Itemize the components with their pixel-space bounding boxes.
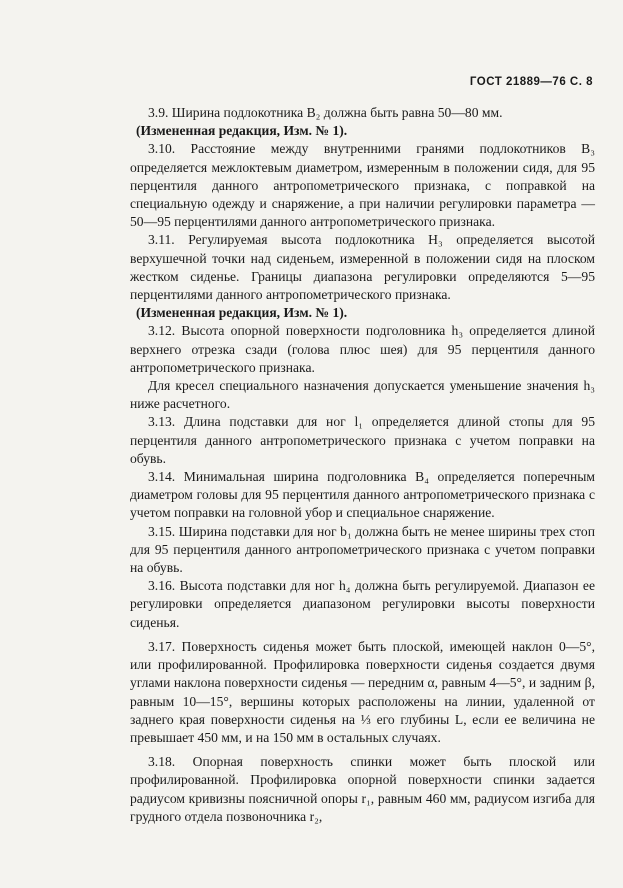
paragraph-3-9: 3.9. Ширина подлокотника B₂ должна быть равна 50—80 мм. bbox=[148, 105, 503, 120]
paragraph-3-10: 3.10. Расстояние между внутренними гранями подлокотников B₃ определяется межлоктевым диаметром, измеренным в положении сидя, для 95 перцентиля данного антропометрического признака, с поправкой на специальную одежду и снаряжение, а при наличии регулировки параметра — 50—95 перцентилями данного антропометрического признака. bbox=[130, 141, 595, 230]
page-header: ГОСТ 21889—76 С. 8 bbox=[469, 76, 593, 88]
document-body bbox=[130, 104, 595, 826]
paragraph-3-11: 3.11. Регулируемая высота подлокотника H₃ определяется высотой верхушечной точки над сиденьем, измеренной в положении сидя на плоском жестком сиденье. Границы диапазона регулировки определяются 5—95 перцентилями данного антропометрического признака. bbox=[130, 232, 595, 303]
paragraph-3-16: 3.16. Высота подставки для ног h₄ должна быть регулируемой. Диапазон ее регулировки определяется диапазоном регулировки высоты поверхности сиденья. bbox=[130, 578, 595, 630]
paragraph-3-17: 3.17. Поверхность сиденья может быть плоской, имеющей наклон 0—5°, или профилированной. Профилировка поверхности сиденья создается двумя углами наклона поверхности сиденья — передним α, равным 4—5°, и задним β, равным 10—15°, вершины которых расположены на линии, удаленной от заднего края поверхности сиденья на ⅓ его глубины L, если ее величина не превышает 450 мм, и на 150 мм в остальных случаях. bbox=[130, 638, 595, 745]
paragraph-3-15: 3.15. Ширина подставки для ног b₁ должна быть не менее ширины трех стоп для 95 перцентиля данного антропометрического признака с учетом поправки на обувь. bbox=[130, 523, 595, 576]
edition-note: (Измененная редакция, Изм. № 1). bbox=[136, 305, 348, 321]
paragraph-3-12-note: Для кресел специального назначения допускается уменьшение значения h₃ ниже расчетного. bbox=[130, 378, 595, 412]
edition-note: (Измененная редакция, Изм. № 1). bbox=[136, 123, 348, 139]
paragraph-3-14: 3.14. Минимальная ширина подголовника B₄ определяется поперечным диаметром головы для 95 перцентиля данного антропометрического признака с учетом поправки на головной убор и специальное снаряжение. bbox=[130, 469, 595, 521]
paragraph-3-13: 3.13. Длина подставки для ног l₁ определяется длиной стопы для 95 перцентиля данного антропометрического признака с учетом поправки на обувь. bbox=[130, 414, 595, 466]
paragraph-3-18: 3.18. Опорная поверхность спинки может быть плоской или профилированной. Профилировка опорной поверхности спинки задается радиусом кривизны поясничной опоры r₁, равным 460 мм, радиусом изгиба для грудного отдела позвоночника r₂, bbox=[130, 754, 595, 824]
paragraph-3-12: 3.12. Высота опорной поверхности подголовника h₃ определяется длиной верхнего отрезка сзади (голова плюс шея) для 95 перцентиля данного антропометрического признака. bbox=[130, 323, 595, 375]
